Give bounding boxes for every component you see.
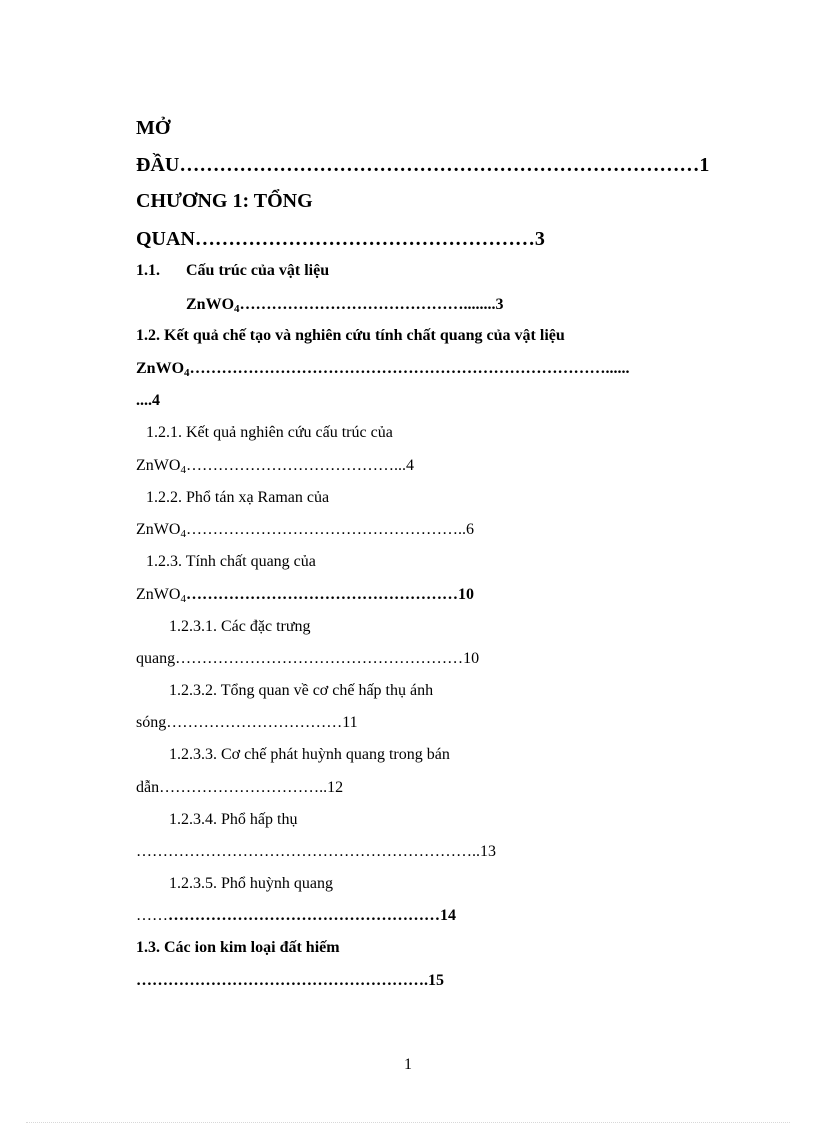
formula-znwo: ZnWO — [136, 457, 181, 474]
toc-entry-1-3-page-line: ……………………………………………….15 — [136, 972, 444, 989]
toc-entry-1-2-3-3-page-line: dẫn…………………………..12 — [136, 779, 344, 796]
formula-znwo: ZnWO — [186, 296, 235, 313]
toc-entry-1-2-3-1-page-line: quang………………………………………………10 — [136, 650, 480, 667]
toc-entry-1-2-1-page-line — [136, 458, 414, 474]
toc-entry-1-2-3-5-page-line — [136, 908, 456, 924]
toc-entry-mo-dau-line2: ĐẦU……………………………………………………………………1 — [136, 154, 710, 176]
toc-entry-1-2-3-3-title: 1.2.3.3. Cơ chế phát huỳnh quang trong bán — [169, 746, 450, 763]
formula-znwo: ZnWO — [136, 360, 185, 377]
toc-entry-1-2-3-title: 1.2.3. Tính chất quang của — [146, 553, 316, 570]
formula-subscript: 4 — [180, 593, 186, 605]
leader-dots-page: …………………………………...4 — [185, 457, 414, 474]
toc-entry-1-2-1-title: 1.2.1. Kết quả nghiên cứu cấu trúc của — [146, 424, 393, 441]
leader-dots: ……………………………………………………………………...... — [189, 360, 630, 377]
leader-dots: …… — [136, 907, 168, 924]
toc-entry-1-2-3-page-line — [136, 587, 474, 603]
toc-entry-1-2-2-title: 1.2.2. Phổ tán xạ Raman của — [146, 489, 330, 506]
toc-entry-chuong1-line1: CHƯƠNG 1: TỔNG — [136, 190, 313, 212]
toc-entry-1-2-3-2-page-line: sóng……………………………11 — [136, 714, 358, 731]
leader-dots-page: ……………………………………........3 — [239, 296, 504, 313]
formula-znwo: ZnWO — [136, 586, 181, 603]
toc-entry-1-2-3-1-title: 1.2.3.1. Các đặc trưng — [169, 618, 311, 635]
toc-entry-mo-dau-line1: MỞ — [136, 117, 171, 139]
leader-dots-page: ……………………………………………14 — [168, 907, 456, 924]
formula-subscript: 4 — [180, 464, 186, 476]
toc-entry-1-2-2-page-line — [136, 522, 474, 538]
toc-entry-1-2-title: 1.2. Kết quả chế tạo và nghiên cứu tính chất quang của vật liệu — [136, 327, 565, 344]
toc-entry-1-3-title: 1.3. Các ion kim loại đất hiếm — [136, 939, 340, 956]
toc-entry-1-2-3-5-title: 1.2.3.5. Phổ huỳnh quang — [169, 875, 333, 892]
formula-subscript: 4 — [184, 367, 190, 379]
leader-dots-page: ……………………………………………10 — [185, 586, 474, 603]
toc-entry-1-2-page: ....4 — [136, 392, 160, 409]
toc-entry-chuong1-line2: QUAN……………………………………………3 — [136, 228, 545, 250]
leader-dots-page: ……………………………………………..6 — [185, 521, 474, 538]
toc-entry-1-1-number: 1.1. — [136, 262, 160, 279]
toc-entry-1-1-page-line — [186, 297, 504, 313]
formula-subscript: 4 — [180, 528, 186, 540]
formula-znwo: ZnWO — [136, 521, 181, 538]
formula-subscript: 4 — [234, 303, 240, 315]
toc-entry-1-1-title: Cấu trúc của vật liệu — [186, 262, 330, 279]
toc-entry-1-2-3-4-title: 1.2.3.4. Phổ hấp thụ — [169, 811, 298, 828]
toc-entry-1-2-3-2-title: 1.2.3.2. Tổng quan về cơ chế hấp thụ ánh — [169, 682, 434, 699]
toc-entry-1-2-dots-line — [136, 361, 630, 377]
toc-entry-1-2-3-4-page-line: ………………………………………………………..13 — [136, 843, 496, 860]
page-number: 1 — [404, 1056, 412, 1073]
